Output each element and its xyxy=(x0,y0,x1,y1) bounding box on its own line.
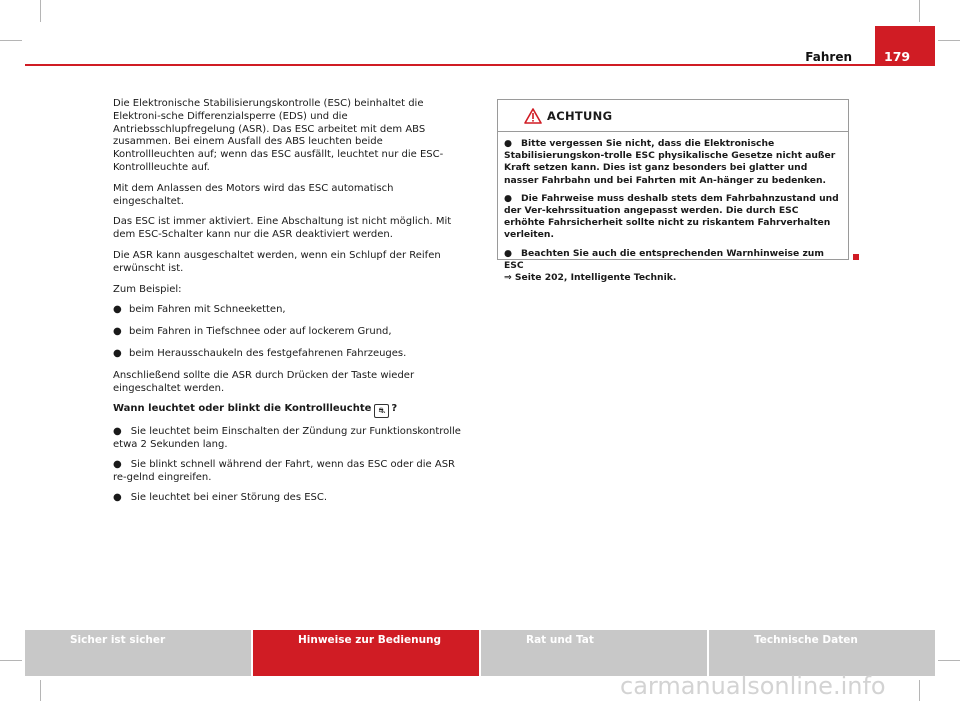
paragraph: Die ASR kann ausgeschaltet werden, wenn ein Schlupf der Reifen erwünscht ist. xyxy=(113,249,441,274)
footer-nav xyxy=(25,630,935,676)
crop-mark xyxy=(40,0,41,22)
warning-triangle-icon xyxy=(524,108,542,124)
page-reference-link[interactable]: ⇒ Seite 202, Intelligente Technik. xyxy=(504,272,677,284)
warning-title: ACHTUNG xyxy=(547,109,613,123)
bullet-icon: ● xyxy=(113,304,122,316)
page-number: 179 xyxy=(875,26,935,66)
bullet-icon: ● xyxy=(113,347,122,359)
main-text-column xyxy=(113,98,465,512)
tab-technische-daten[interactable]: Technische Daten xyxy=(709,630,935,676)
example-label: Zum Beispiel: xyxy=(113,283,182,295)
paragraph: Mit dem Anlassen des Motors wird das ESC automatisch eingeschaltet. xyxy=(113,182,394,207)
warning-box xyxy=(497,99,849,284)
bullet-icon: ● xyxy=(113,426,122,438)
list-item: ● beim Fahren mit Schneeketten, xyxy=(113,304,286,316)
bullet-icon: ● xyxy=(113,458,122,470)
bullet-icon: ● xyxy=(113,326,122,338)
section-end-marker xyxy=(853,254,859,260)
list-item: ● beim Fahren in Tiefschnee oder auf lockerem Grund, xyxy=(113,326,392,338)
list-item: ● Sie leuchtet bei einer Störung des ESC. xyxy=(113,491,328,503)
header-rule xyxy=(25,64,935,66)
example-list xyxy=(113,304,465,360)
list-item: ● beim Herausschaukeln des festgefahrenen Fahrzeuges. xyxy=(113,347,407,359)
section-heading: Wann leuchtet oder blinkt die Kontrollleuchte ⛐ ? xyxy=(113,403,465,418)
crop-mark xyxy=(919,0,920,22)
warning-header xyxy=(498,100,848,132)
crop-mark xyxy=(919,680,920,701)
warning-item: ● Bitte vergessen Sie nicht, dass die Elektronische Stabilisierungskon-trolle ESC physikalische Gesetze nicht außer Kraft setzen kann. Dies ist ganz besonders bei glatter und nasser Fahrbahn und bei Fahrten mit An-hänger zu bedenken. xyxy=(504,138,836,186)
bullet-icon: ● xyxy=(504,247,513,259)
warning-item: ● Die Fahrweise muss deshalb stets dem Fahrbahnzustand und der Ver-kehrssituation angepasst werden. Die durch ESC erhöhte Fahrsicherheit sollte nicht zu riskantem Fahrverhalten verleiten. xyxy=(504,192,839,241)
list-item: ● Sie blinkt schnell während der Fahrt, wenn das ESC oder die ASR re-gelnd eingreifen. xyxy=(113,458,456,483)
watermark: carmanualsonline.info xyxy=(620,672,886,700)
tab-rat-und-tat[interactable]: Rat und Tat xyxy=(481,630,707,676)
warning-item: ● Beachten Sie auch die entsprechenden Warnhinweise zum ESC ⇒ Seite 202, Intelligente Technik. xyxy=(504,247,824,284)
intro-paragraph: Die Elektronische Stabilisierungskontrolle (ESC) beinhaltet die Elektroni-sche Differenzialsperre (EDS) und die Antriebsschlupfregelung (ASR). Das ESC arbeitet mit dem ABS zusammen. Bei einem Ausfall des ABS leuchten beide Kontrollleuchten auf; wenn das ESC ausfällt, leuchtet nur die ESC-Kontrollleuchte auf. xyxy=(113,98,444,173)
esc-indicator-icon: ⛐ xyxy=(374,404,389,418)
paragraph: Anschließend sollte die ASR durch Drücken der Taste wieder eingeschaltet werden. xyxy=(113,369,415,394)
list-item: ● Sie leuchtet beim Einschalten der Zündung zur Funktionskontrolle etwa 2 Sekunden lang. xyxy=(113,426,461,451)
bullet-icon: ● xyxy=(504,138,513,149)
crop-mark xyxy=(938,40,960,41)
bullet-icon: ● xyxy=(504,192,513,204)
chapter-title: Fahren xyxy=(805,50,852,64)
indicator-state-list xyxy=(113,426,465,504)
paragraph: Das ESC ist immer aktiviert. Eine Abschaltung ist nicht möglich. Mit dem ESC-Schalter kann nur die ASR deaktiviert werden. xyxy=(113,216,452,241)
tab-sicher-ist-sicher[interactable]: Sicher ist sicher xyxy=(25,630,251,676)
bullet-icon: ● xyxy=(113,491,122,503)
crop-mark xyxy=(0,40,22,41)
crop-mark xyxy=(0,660,22,661)
crop-mark xyxy=(938,660,960,661)
tab-hinweise-zur-bedienung[interactable]: Hinweise zur Bedienung xyxy=(253,630,479,676)
warning-body xyxy=(498,132,848,284)
crop-mark xyxy=(40,680,41,701)
